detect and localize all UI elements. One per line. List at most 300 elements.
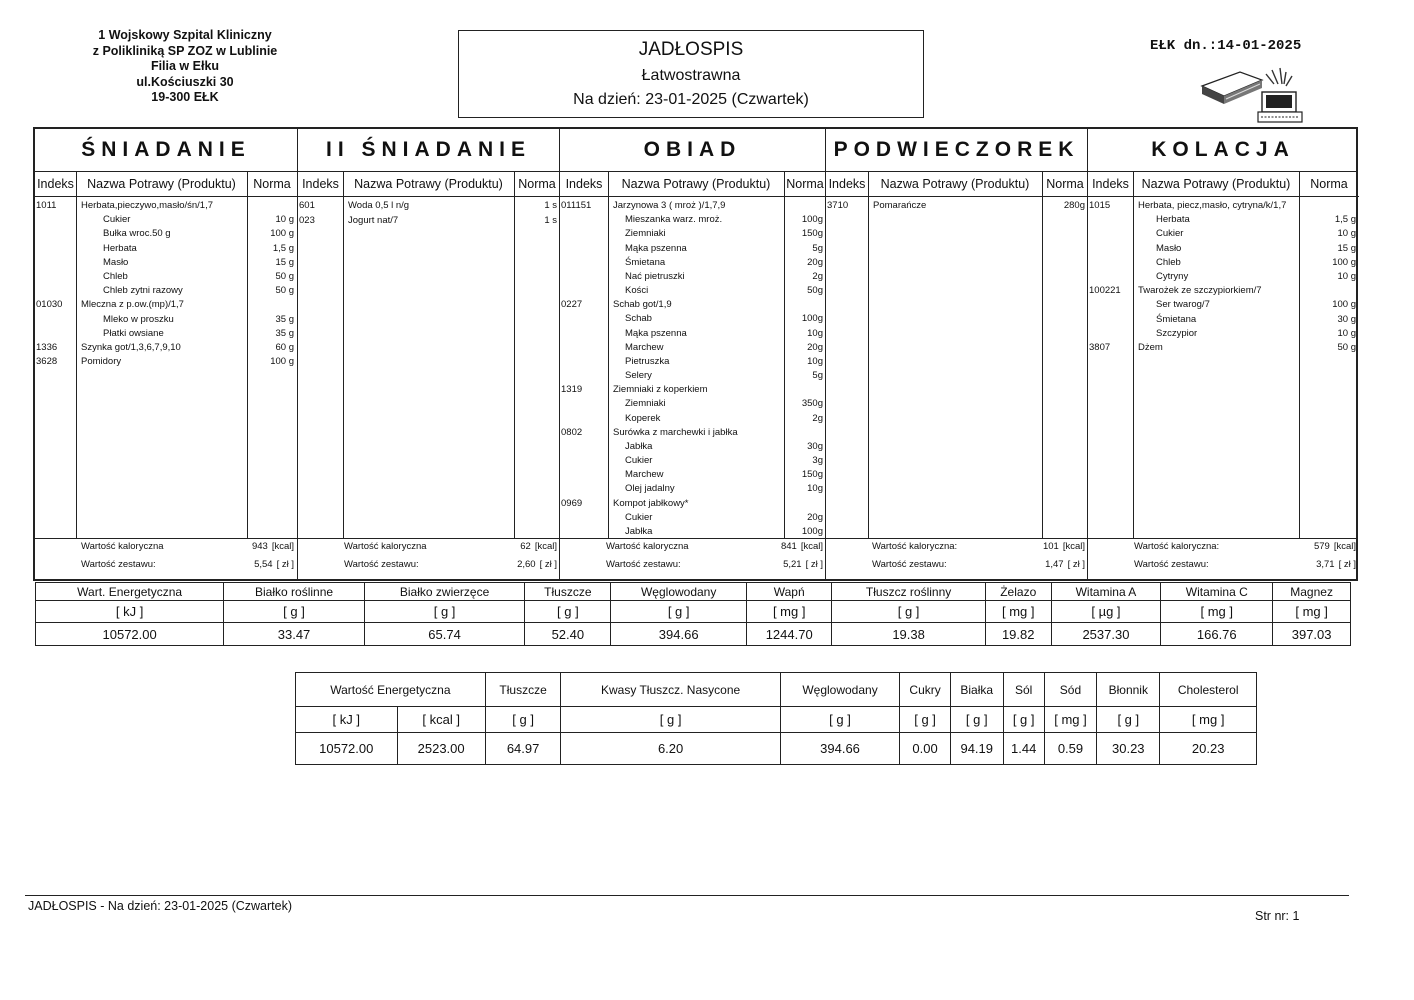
column-header-norma: Norma [784,172,826,197]
cost-unit: [ zł ] [539,559,557,570]
list-item [560,313,826,326]
kcal-label: Wartość kaloryczna [344,541,427,552]
nutrient-unit: [ g ] [1003,707,1044,733]
kcal-number: 579 [1313,541,1330,552]
item-norma: 50 g [275,285,294,297]
nutrition-table-summary [295,672,1257,765]
list-item [35,285,297,298]
item-index: 011151 [561,200,592,211]
page-title: JADŁOSPIS [638,39,744,60]
column-header-name: Nazwa Potrawy (Produktu) [343,172,514,197]
item-name: Chleb zytni razowy [103,285,183,297]
column-header-name: Nazwa Potrawy (Produktu) [608,172,784,197]
list-item [1088,214,1359,227]
hospital-line: 1 Wojskowy Szpital Kliniczny [98,28,272,42]
cost-number: 5,21 [783,559,802,570]
item-name: Mąka pszenna [625,327,687,339]
nutrient-unit: [ g ] [485,707,561,733]
list-item [1088,257,1359,270]
kcal-label: Wartość kaloryczna: [872,541,958,552]
list-item [1088,299,1359,312]
nutrient-value: 30.23 [1097,733,1160,765]
item-name: Bułka wroc.50 g [103,228,171,240]
item-name: Cukier [1156,228,1184,240]
column-header-name: Nazwa Potrawy (Produktu) [76,172,247,197]
nutrient-unit: [ mg ] [1273,601,1351,623]
kcal-value [988,541,1085,552]
list-item [560,342,826,355]
item-name: Ziemniaki z koperkiem [613,384,708,396]
list-item [560,214,826,227]
item-norma: 100g [801,313,823,325]
item-norma: 1 s [544,200,557,211]
item-name: Pietruszka [625,355,670,367]
item-name: Pomarańcze [873,200,927,211]
nutrient-unit: [ g ] [364,601,525,623]
nutrient-value: 394.66 [780,733,900,765]
nutrient-header: Błonnik [1097,673,1160,707]
list-item [560,243,826,256]
nutrient-value: 0.00 [900,733,951,765]
nutrient-value: 6.20 [561,733,780,765]
nutrient-value: 64.97 [485,733,561,765]
hospital-line: ul.Kościuszki 30 [136,74,234,89]
cost-label: Wartość zestawu: [606,559,681,570]
kcal-number: 841 [780,541,797,552]
nutrient-header: Magnez [1273,583,1351,601]
item-name: Kości [625,285,649,296]
item-norma: 150g [801,228,823,240]
summary-divider [1088,538,1358,539]
item-name: Herbata,pieczywo,masło/śn/1,7 [81,200,214,211]
column-header-norma: Norma [247,172,297,197]
nutrient-unit: [ g ] [900,707,951,733]
item-name: Schab [625,313,652,325]
kcal-value [1259,541,1356,552]
item-name: Szynka got/1,3,6,7,9,10 [81,342,181,353]
item-norma: 100g [801,525,823,537]
cost-value [726,559,823,570]
item-index: 01030 [36,299,63,311]
nutrition-table-main [35,582,1351,646]
item-norma: 1,5 g [272,242,294,254]
nutrient-value: 0.59 [1044,733,1096,765]
column-header-name: Nazwa Potrawy (Produktu) [868,172,1042,197]
list-item [826,200,1088,213]
item-norma: 10 g [1337,228,1356,240]
item-norma: 280g [1063,200,1085,211]
nutrient-header: Białko zwierzęce [364,583,525,601]
nutrient-header: Białko roślinne [224,583,364,601]
item-norma: 10 g [1337,271,1356,282]
cost-unit: [ zł ] [276,559,294,570]
cost-value [988,559,1085,570]
item-name: Szczypior [1156,327,1198,339]
item-norma: 20g [807,341,823,353]
nutrient-value: 397.03 [1273,623,1351,646]
list-item [35,243,297,256]
list-item [298,200,560,213]
meal-section [825,129,1087,579]
kcal-number: 101 [1042,541,1059,552]
nutrient-unit: [ g ] [832,601,985,623]
kcal-number: 943 [251,541,268,552]
column-header-name: Nazwa Potrawy (Produktu) [1133,172,1299,197]
list-item [560,384,826,397]
item-name: Marchew [625,341,664,353]
item-name: Twarożek ze szczypiorkiem/7 [1138,285,1262,297]
item-index: 1011 [36,200,57,211]
list-item [35,314,297,327]
item-norma: 10g [807,483,823,495]
nutrient-unit: [ µg ] [1051,601,1161,623]
item-index: 0802 [561,426,583,438]
item-norma: 350g [801,398,823,410]
item-name: Herbata [103,242,137,254]
item-norma: 10 g [275,214,294,226]
item-index: 1319 [561,384,583,396]
kcal-value [726,541,823,552]
nutrient-value: 1244.70 [747,623,832,646]
diet-name: Łatwostrawna [641,67,741,84]
nutrient-header: Sód [1044,673,1096,707]
item-index: 3628 [36,356,58,368]
nutrient-value: 10572.00 [296,733,398,765]
nutrient-unit: [ g ] [1097,707,1160,733]
list-item [560,526,826,539]
cost-unit: [ zł ] [1338,559,1356,570]
list-item [35,328,297,341]
list-item [560,398,826,411]
nutrient-value: 2523.00 [397,733,485,765]
list-item [560,483,826,496]
item-norma: 150g [801,469,823,481]
column-header-index: Indeks [826,172,868,197]
item-norma: 1 s [544,215,557,226]
item-name: Cukier [625,455,653,467]
item-name: Jabłka [625,440,653,452]
item-name: Masło [1156,242,1182,254]
item-norma: 1,5 g [1334,214,1356,226]
list-item [560,413,826,426]
item-norma: 5g [812,242,823,254]
list-item [560,512,826,525]
list-item [35,271,297,284]
item-name: Mąka pszenna [625,242,687,254]
item-norma: 35 g [275,313,294,325]
item-name: Herbata, piecz,masło, cytryna/k/1,7 [1138,200,1287,211]
kcal-label: Wartość kaloryczna [606,541,689,552]
nutrient-header: Tłuszcze [525,583,611,601]
item-name: Ziemniaki [625,228,666,240]
cost-number: 3,71 [1316,559,1335,570]
item-name: Śmietana [625,256,666,268]
item-name: Chleb [103,271,128,282]
item-index: 0227 [561,299,583,311]
nutrient-unit: [ g ] [950,707,1003,733]
item-index: 0969 [561,497,583,509]
item-norma: 100g [801,214,823,226]
menu-date: Na dzień: 23-01-2025 (Czwartek) [573,91,809,108]
meal-section [559,129,825,579]
nutrient-unit: [ mg ] [1044,707,1096,733]
list-item [560,285,826,298]
list-item [1088,285,1359,298]
item-name: Mleko w proszku [103,313,174,325]
nutrient-unit: [ g ] [561,707,780,733]
column-divider [1042,172,1043,538]
document-date-code: EŁK dn.:14-01-2025 [1150,38,1302,54]
kcal-value [197,541,294,552]
footer-divider [25,895,1349,896]
item-name: Pomidory [81,356,122,368]
list-item [560,356,826,369]
kcal-unit: [kcal] [1062,541,1085,552]
footer-title: JADŁOSPIS - Na dzień: 23-01-2025 (Czwartek) [28,899,292,913]
list-item [35,342,297,355]
meal-title: ŚNIADANIE [35,129,297,172]
nutrient-value: 10572.00 [36,623,224,646]
item-name: Jarzynowa 3 ( mroż )/1,7,9 [613,200,726,211]
list-item [560,498,826,511]
nutrient-unit: [ g ] [525,601,611,623]
list-item [1088,200,1359,213]
item-name: Surówka z marchewki i jabłka [613,426,738,438]
kcal-label: Wartość kaloryczna [81,541,164,552]
item-name: Woda 0,5 l n/g [348,200,410,211]
item-norma: 50 g [275,271,294,282]
cost-label: Wartość zestawu: [344,559,419,570]
item-norma: 2g [812,412,823,424]
nutrient-header: Białka [950,673,1003,707]
nutrient-unit: [ mg ] [1161,601,1273,623]
item-name: Jogurt nat/7 [348,215,399,226]
book-computer-icon [1196,64,1308,131]
cost-value [197,559,294,570]
hospital-line: 19-300 EŁK [151,90,219,104]
summary-divider [298,538,559,539]
list-item [35,228,297,241]
list-item [35,214,297,227]
list-item [1088,314,1359,327]
item-name: Herbata [1156,214,1190,226]
nutrient-header: Wart. Energetyczna [36,583,224,601]
list-item [560,257,826,270]
item-norma: 30 g [1337,313,1356,325]
kcal-unit: [kcal] [1333,541,1356,552]
nutrient-unit: [ mg ] [1160,707,1257,733]
item-index: 3710 [827,200,849,211]
page-number: Str nr: 1 [1255,909,1300,923]
item-name: Śmietana [1156,313,1197,325]
nutrient-header: Węglowodany [611,583,747,601]
item-norma: 5g [812,370,823,381]
cost-number: 2,60 [517,559,536,570]
cost-value [460,559,557,570]
title-box [458,30,924,118]
summary-divider [35,538,297,539]
item-name: Mleczna z p.ow.(mp)/1,7 [81,299,184,311]
item-index: 3807 [1089,342,1111,353]
item-norma: 35 g [275,327,294,339]
kcal-value [460,541,557,552]
item-name: Mieszanka warz. mroż. [625,214,723,226]
kcal-unit: [kcal] [271,541,294,552]
list-item [560,271,826,284]
item-name: Selery [625,370,652,381]
nutrient-header: Kwasy Tłuszcz. Nasycone [561,673,780,707]
cost-label: Wartość zestawu: [1134,559,1209,570]
cost-label: Wartość zestawu: [872,559,947,570]
item-norma: 60 g [275,342,294,353]
nutrient-header: Wapń [747,583,832,601]
item-norma: 100 g [270,356,294,368]
column-header-index: Indeks [560,172,608,197]
nutrient-value: 52.40 [525,623,611,646]
hospital-line: z Polikliniką SP ZOZ w Lublinie [92,43,278,58]
energy-header: Wartość Energetyczna [296,673,486,707]
item-norma: 10g [807,327,823,339]
item-name: Chleb [1156,256,1181,268]
column-header-norma: Norma [1042,172,1088,197]
column-header-index: Indeks [35,172,76,197]
nutrient-value: 394.66 [611,623,747,646]
list-item [560,200,826,213]
item-index: 100221 [1089,285,1121,297]
list-item [1088,228,1359,241]
meal-title: PODWIECZOREK [826,129,1087,172]
nutrient-unit: [ kJ ] [36,601,224,623]
item-norma: 100 g [1332,299,1356,311]
cost-unit: [ zł ] [1067,559,1085,570]
list-item [35,356,297,369]
nutrient-unit: [ g ] [224,601,364,623]
meals-table [33,127,1358,581]
nutrient-header: Sól [1003,673,1044,707]
item-index: 023 [299,215,315,226]
list-item [1088,271,1359,284]
meal-section [297,129,559,579]
item-name: Dżem [1138,342,1163,353]
meal-section [1087,129,1358,579]
item-name: Marchew [625,469,664,481]
column-header-index: Indeks [298,172,343,197]
nutrient-unit: [ g ] [780,707,900,733]
item-index: 1015 [1089,200,1111,211]
nutrient-header: Tłuszcz roślinny [832,583,985,601]
column-header-norma: Norma [1299,172,1359,197]
item-name: Płatki owsiane [103,327,164,339]
item-name: Cukier [625,511,653,523]
list-item [560,228,826,241]
list-item [560,299,826,312]
meal-title: II ŚNIADANIE [298,129,559,172]
kcal-unit: [kcal] [534,541,557,552]
list-item [35,200,297,213]
nutrient-value: 94.19 [950,733,1003,765]
list-item [1088,342,1359,355]
column-header-norma: Norma [514,172,560,197]
item-norma: 20g [807,511,823,523]
meal-title: OBIAD [560,129,825,172]
nutrient-header: Tłuszcze [485,673,561,707]
item-norma: 100 g [1332,256,1356,268]
list-item [560,370,826,383]
list-item [298,215,560,228]
nutrient-header: Węglowodany [780,673,900,707]
item-name: Schab got/1,9 [613,299,672,311]
item-name: Jabłka [625,525,653,537]
meal-section [35,129,297,579]
nutrient-header: Cukry [900,673,951,707]
nutrient-unit: [ mg ] [985,601,1051,623]
nutrient-header: Witamina C [1161,583,1273,601]
item-norma: 10g [807,355,823,367]
nutrient-value: 19.82 [985,623,1051,646]
hospital-address [60,28,310,106]
item-index: 601 [299,200,315,211]
nutrient-unit: [ kJ ] [296,707,398,733]
nutrient-value: 65.74 [364,623,525,646]
item-name: Nać pietruszki [625,270,685,282]
cost-number: 1,47 [1045,559,1064,570]
list-item [560,328,826,341]
nutrient-unit: [ g ] [611,601,747,623]
item-name: Olej jadalny [625,483,675,495]
column-header-index: Indeks [1088,172,1133,197]
list-item [1088,243,1359,256]
meal-title: KOLACJA [1088,129,1358,172]
kcal-number: 62 [520,541,531,552]
list-item [560,427,826,440]
cost-unit: [ zł ] [805,559,823,570]
nutrient-unit: [ kcal ] [397,707,485,733]
cost-label: Wartość zestawu: [81,559,156,570]
nutrient-value: 1.44 [1003,733,1044,765]
item-norma: 50 g [1337,342,1356,353]
item-name: Kompot jabłkowy* [613,497,689,509]
nutrient-header: Żelazo [985,583,1051,601]
list-item [560,469,826,482]
item-name: Ser twarog/7 [1156,299,1210,311]
item-index: 1336 [36,342,58,353]
kcal-label: Wartość kaloryczna: [1134,541,1220,552]
nutrient-header: Cholesterol [1160,673,1257,707]
kcal-unit: [kcal] [800,541,823,552]
item-name: Koperek [625,412,661,424]
item-norma: 10 g [1337,327,1356,339]
item-norma: 15 g [1337,242,1356,254]
list-item [560,441,826,454]
item-name: Masło [103,256,129,268]
item-norma: 15 g [275,256,294,268]
nutrient-unit: [ mg ] [747,601,832,623]
nutrient-header: Witamina A [1051,583,1161,601]
item-name: Cytryny [1156,271,1189,282]
nutrient-value: 2537.30 [1051,623,1161,646]
item-name: Ziemniaki [625,398,666,410]
list-item [560,455,826,468]
item-norma: 100 g [270,228,294,240]
list-item [35,299,297,312]
nutrient-value: 166.76 [1161,623,1273,646]
list-item [1088,328,1359,341]
nutrient-value: 20.23 [1160,733,1257,765]
nutrient-value: 19.38 [832,623,985,646]
cost-number: 5,54 [254,559,273,570]
item-norma: 2g [812,270,823,282]
cost-value [1259,559,1356,570]
